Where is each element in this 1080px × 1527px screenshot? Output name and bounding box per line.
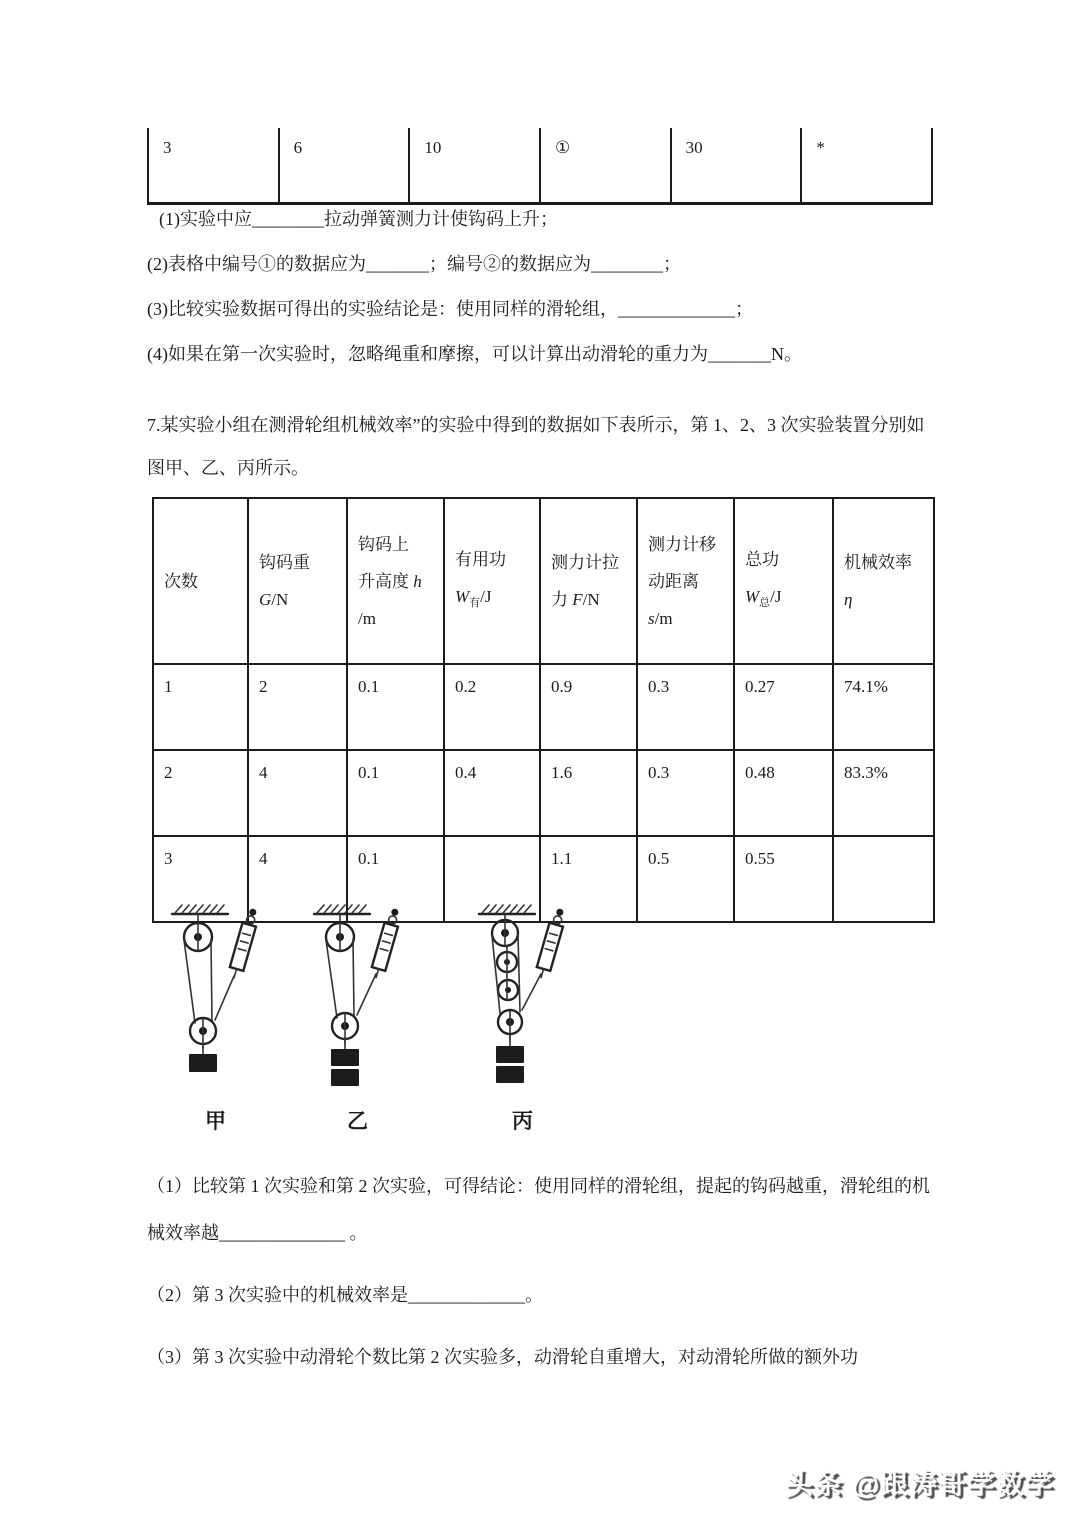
table-cell: 0.3 [637, 664, 734, 750]
table-cell: 30 [671, 128, 802, 204]
table-cell: 1 [153, 664, 248, 750]
weight-icon [189, 1044, 217, 1072]
spring-scale-icon [369, 907, 402, 980]
watermark: 头条 @跟涛哥学数学 [784, 1468, 1054, 1499]
table-cell: 0.5 [637, 836, 734, 922]
weight-icon [331, 1039, 359, 1086]
experiment-data-table [152, 497, 935, 923]
question-line-2: (2)表格中编号①的数据应为_______；编号②的数据应为________； [147, 254, 681, 274]
table-cell: 3 [148, 128, 279, 204]
question-line-4: (4)如果在第一次实验时，忽略绳重和摩擦，可以计算出动滑轮的重力为_______N。 [147, 344, 802, 364]
question-line-1: (1)实验中应________拉动弹簧测力计使钩码上升； [159, 209, 558, 229]
table-cell: 1.1 [540, 836, 637, 922]
pulley-diagram-jia [166, 898, 266, 1135]
col-header-height: 钩码上 升高度 h /m [347, 498, 444, 664]
table-cell-asterisk: * [801, 128, 932, 204]
fixed-pulley-icon [184, 923, 212, 951]
col-header-useful-work: 有用功 $W_有/J$ [444, 498, 540, 664]
col-header-trial: 次数 [153, 498, 248, 664]
pulley-figure [473, 898, 573, 1103]
rope-lines [184, 939, 234, 1023]
table-row [148, 128, 932, 204]
table-cell: 6 [279, 128, 410, 204]
question-line-2: （2）第 3 次实验中的机械效率是_____________。 [147, 1285, 543, 1305]
question-7-items [147, 1163, 943, 1396]
top-cutoff-table [147, 128, 933, 205]
pulley-diagram-yi [308, 898, 408, 1135]
ceiling-icon [479, 905, 535, 914]
rope-lines [492, 935, 541, 1013]
fixed-pulley-icon [326, 923, 354, 951]
diagram-label: 丙 [512, 1109, 534, 1133]
table-cell: 4 [248, 836, 347, 922]
table-cell: 4 [248, 750, 347, 836]
table-row [153, 750, 934, 836]
table-cell: 1.6 [540, 750, 637, 836]
table-cell: 0.4 [444, 750, 540, 836]
diagram-label: 甲 [205, 1109, 227, 1133]
table-cell: 0.1 [347, 750, 444, 836]
question-line-3: (3)比较实验数据可得出的实验结论是：使用同样的滑轮组，_____________； [147, 299, 753, 319]
col-header-distance: 测力计移 动距离 s/m [637, 498, 734, 664]
question-line-1: （1）比较第 1 次实验和第 2 次实验，可得结论：使用同样的滑轮组，提起的钩码越重，滑轮组的机械效率越______________ 。 [147, 1176, 930, 1243]
weight-icon [496, 1034, 524, 1083]
table-cell-circled-1: ① [540, 128, 671, 204]
table-cell: 83.3% [833, 750, 934, 836]
upper-movable-pulley-icon [497, 946, 517, 972]
table-cell: 10 [409, 128, 540, 204]
table-header-row [153, 498, 934, 664]
pulley-figure [308, 898, 408, 1103]
col-header-total-work: 总功 $W_总/J$ [734, 498, 833, 664]
spring-scale-icon [534, 907, 567, 980]
table-cell: 0.2 [444, 664, 540, 750]
table-row [153, 664, 934, 750]
fixed-pulley-icon [492, 920, 518, 946]
table-cell: 2 [153, 750, 248, 836]
ceiling-icon [172, 905, 228, 914]
spring-scale-icon [227, 907, 260, 980]
diagram-label: 乙 [347, 1109, 369, 1133]
middle-pulley-icon [498, 972, 518, 1000]
table-cell: 2 [248, 664, 347, 750]
col-header-force: 测力计拉 力 F/N [540, 498, 637, 664]
col-header-efficiency: 机械效率 η [833, 498, 934, 664]
col-header-weight: 钩码重 G/N [248, 498, 347, 664]
question-line-3: （3）第 3 次实验中动滑轮个数比第 2 次实验多，动滑轮自重增大，对动滑轮所做的额外功 [147, 1347, 858, 1367]
table-cell: 0.27 [734, 664, 833, 750]
pulley-diagrams [158, 898, 628, 1148]
table-cell: 0.55 [734, 836, 833, 922]
rope-lines [326, 939, 376, 1018]
table-cell: 0.9 [540, 664, 637, 750]
table-cell-blank [833, 836, 934, 922]
question-7-intro: 7.某实验小组在测滑轮组机械效率”的实验中得到的数据如下表所示，第 1、2、3 次实验装置分别如图甲、乙、丙所示。 [147, 415, 925, 478]
table-cell: 0.1 [347, 664, 444, 750]
table-cell: 0.48 [734, 750, 833, 836]
table-cell: 74.1% [833, 664, 934, 750]
table-cell: 0.1 [347, 836, 444, 922]
table-cell: 0.3 [637, 750, 734, 836]
question-6-items [147, 210, 947, 390]
ceiling-icon [314, 905, 370, 914]
table-cell: 3 [153, 836, 248, 922]
pulley-figure [166, 898, 266, 1103]
pulley-diagram-bing [473, 898, 573, 1135]
